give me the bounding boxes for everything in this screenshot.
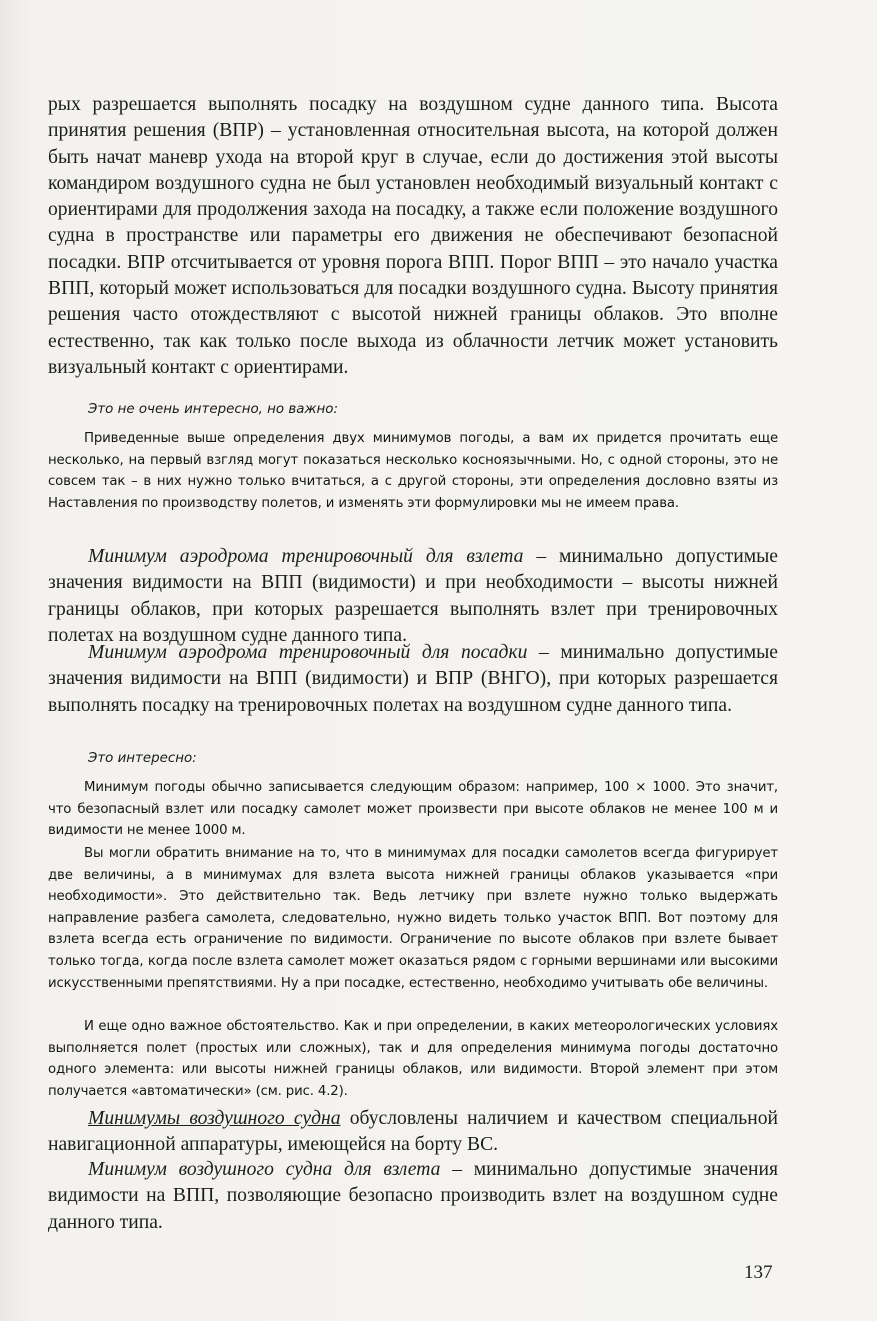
note-interesting-p1: Минимум погоды обычно записывается следующим образом: например, 100 × 1000. Это значит, что безопасный взлет или посадку самолет может произвести при высоте облаков не менее 100 м и видимости не менее 1000 м.	[48, 780, 778, 839]
term-aircraft-minimums: Минимумы воздушного судна	[88, 1108, 341, 1129]
term-aircraft-takeoff: Минимум воздушного судна для взлета	[88, 1159, 441, 1180]
text-aircraft-minimums: обусловлены наличием и качеством специальной навигационной аппаратуры, имеющейся на борту ВС.	[48, 1108, 778, 1156]
text-takeoff-training: – минимально допустимые значения видимости на ВПП (видимости) и при необходимости – высоты нижней границы облаков, при которых разрешается выполнять взлет при тренировочных полетах на воздушном судне данного типа.	[48, 546, 778, 646]
note-title-important: Это не очень интересно, но важно:	[88, 402, 338, 417]
note-interesting-p3: И еще одно важное обстоятельство. Как и при определении, в каких метеорологических условиях выполняется полет (простых или сложных), так и для определения минимума погоды достаточно одного элемента: или высоты нижней границы облаков, или видимости. Второй элемент при этом получается «автоматически» (см. рис. 4.2).	[48, 1019, 778, 1099]
term-landing-training: Минимум аэродрома тренировочный для посадки	[88, 642, 528, 663]
text-aircraft-takeoff: – минимально допустимые значения видимости на ВПП, позволяющие безопасно производить взлет на воздушном судне данного типа.	[48, 1159, 778, 1233]
paragraph-takeoff-training-minimum	[48, 544, 778, 649]
text-landing-training: – минимально допустимые значения видимости на ВПП (видимости) и ВПР (ВНГО), при которых разрешается выполнять посадку на тренировочных полетах на воздушном судне данного типа.	[48, 642, 778, 716]
paragraph-decision-height: рых разрешается выполнять посадку на воздушном судне данного типа. Высота принятия решения (ВПР) – установленная относительная высота, на которой должен быть начат маневр ухода на второй круг в случае, если до достижения этой высоты командиром воздушного судна не был установлен необходимый визуальный контакт с ориентирами для продолжения захода на посадку, а также если положение воздушного судна в пространстве или параметры его движения не обеспечивают безопасной посадки. ВПР отсчитывается от уровня порога ВПП. Порог ВПП – это начало участка ВПП, который может использоваться для посадки воздушного судна. Высоту принятия решения часто отождествляют с высотой нижней границы облаков. Это вполне естественно, так как только после выхода из облачности летчик может установить визуальный контакт с ориентирами.	[48, 94, 778, 378]
note-interesting-p2: Вы могли обратить внимание на то, что в минимумах для посадки самолетов всегда фигурирует две величины, а в минимумах для взлета высота нижней границы облаков указывается «при необходимости». Это действительно так. Ведь летчику при взлете нужно только выдержать направление разбега самолета, следовательно, нужно видеть только участок ВПП. Вот поэтому для взлета всегда есть ограничение по видимости. Ограничение по высоте облаков при взлете бывает только тогда, когда после взлета самолет может оказаться рядом с горными вершинами или высокими искусственными препятствиями. Ну а при посадке, естественно, необходимо учитывать обе величины.	[48, 846, 778, 991]
note-title-interesting: Это интересно:	[88, 751, 197, 766]
paragraph-landing-training-minimum	[48, 640, 778, 719]
note-text-important: Приведенные выше определения двух минимумов погоды, а вам их придется прочитать еще несколько, на первый взгляд могут показаться несколько косноязычными. Но, с одной стороны, это не совсем так – в них нужно только вчитаться, а с другой стороны, эти определения дословно взяты из Наставления по производству полетов, и изменять эти формулировки мы не имеем права.	[48, 431, 778, 511]
paragraph-aircraft-minimums	[48, 1106, 778, 1159]
paragraph-aircraft-takeoff-minimum	[48, 1157, 778, 1236]
term-takeoff-training: Минимум аэродрома тренировочный для взлета	[88, 546, 524, 567]
page-number: 137	[744, 1262, 773, 1283]
